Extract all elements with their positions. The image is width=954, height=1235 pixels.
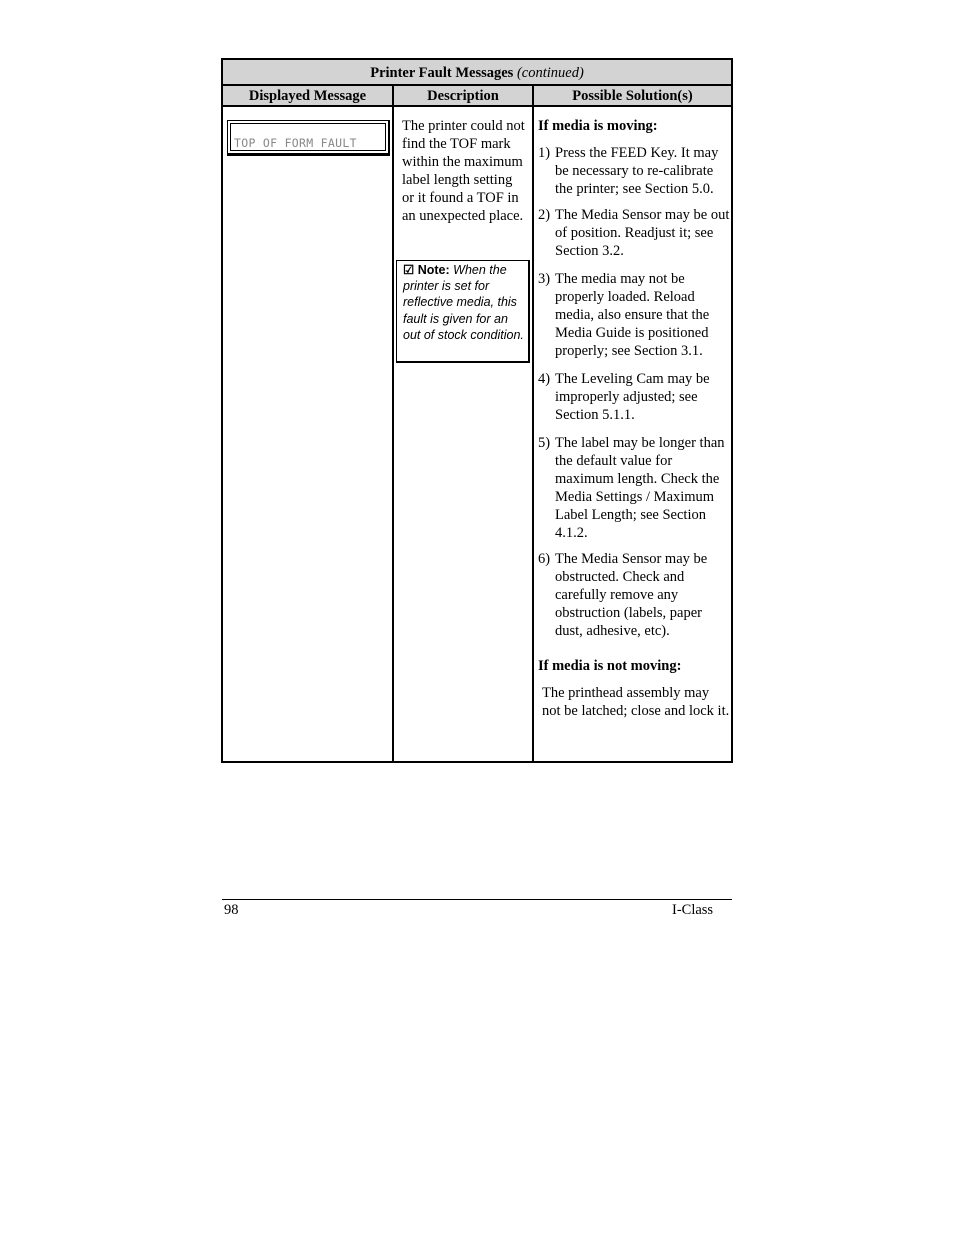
media-moving-heading: If media is moving: [538, 118, 658, 134]
header-possible-solutions: Possible Solution(s) [534, 86, 731, 107]
note-box [396, 260, 530, 363]
displayed-message-cell [223, 107, 392, 761]
description-cell [394, 107, 532, 761]
note-checkbox-icon: ☑ [403, 263, 415, 277]
solution-item: 1) Press the FEED Key. It may be necessary to re-calibrate the printer; see Section 5.0. [538, 145, 719, 197]
media-not-moving-heading: If media is not moving: [538, 658, 682, 674]
solutions-list [538, 117, 730, 720]
header-displayed-message: Displayed Message [223, 86, 392, 107]
lcd-message: TOP OF FORM FAULT [234, 136, 357, 150]
solution-item: 5) The label may be longer than the default value for maximum length. Check the Media Settings / Maximum Label Length; see Section 4.1.2. [538, 435, 725, 541]
table-title-text: Printer Fault Messages [370, 65, 514, 81]
product-name: I-Class [672, 902, 714, 918]
table-title-suffix: (continued) [516, 65, 584, 81]
solution-item: 4) The Leveling Cam may be improperly adjusted; see Section 5.1.1. [538, 371, 710, 423]
header-description: Description [394, 86, 532, 107]
lcd-display [227, 120, 390, 156]
table-title [223, 60, 731, 86]
not-moving-solution: The printhead assembly may not be latched; close and lock it. [542, 685, 730, 719]
page-number: 98 [224, 902, 239, 918]
description-text: The printer could not find the TOF mark within the maximum label length setting or it found a TOF in an unexpected place. [402, 118, 525, 224]
note-text: When the printer is set for reflective media, this fault is given for an out of stock condition. [403, 263, 524, 342]
solution-item: 6) The Media Sensor may be obstructed. Check and carefully remove any obstruction (labels, paper dust, adhesive, etc). [538, 551, 708, 639]
footer-divider [222, 899, 732, 900]
fault-table [221, 58, 733, 763]
solution-item: 3) The media may not be properly loaded. Reload media, also ensure that the Media Guide is positioned properly; see Section 3.1. [538, 271, 710, 359]
solution-item: 2) The Media Sensor may be out of position. Readjust it; see Section 3.2. [538, 207, 730, 259]
note-label: Note: [417, 263, 450, 277]
solutions-cell [534, 107, 731, 761]
